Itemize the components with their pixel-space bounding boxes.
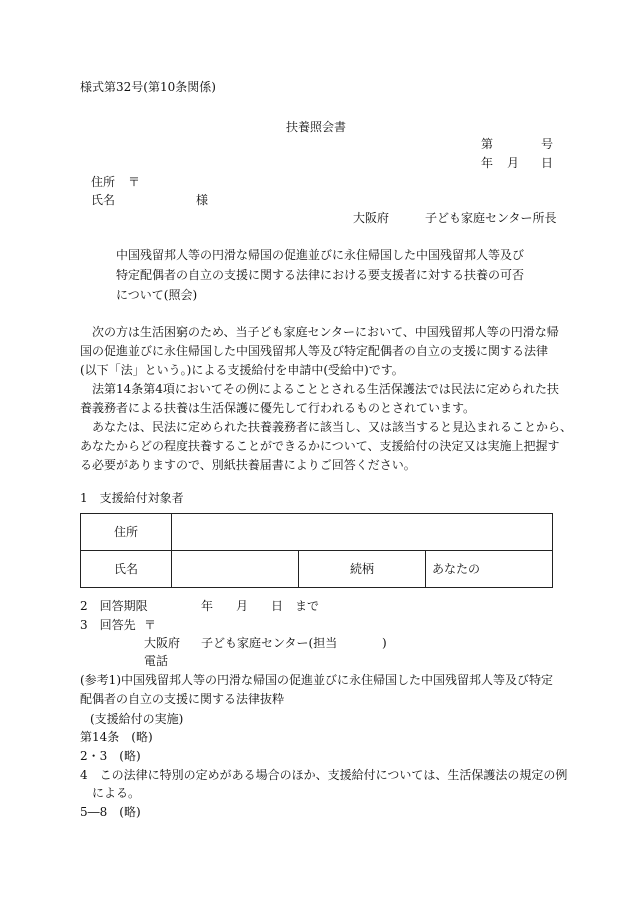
reference-line-2: 配偶者の自立の支援に関する法律抜粋 <box>80 692 285 706</box>
reference-item-1: 第14条 (略) <box>80 730 153 744</box>
section1-heading: 1 支援給付対象者 <box>80 491 184 505</box>
recipient-address-label: 住所 <box>91 175 116 189</box>
date-year: 年 <box>481 156 494 170</box>
reference-item-3: 4 この法律に特別の定めがある場合のほか、支援給付については、生活保護法の規定の例 <box>80 768 568 782</box>
reference-item-4: による。 <box>80 786 141 800</box>
section3-office: 子ども家庭センター(担当 <box>201 636 338 650</box>
reference-item-2: 2・3 (略) <box>80 749 141 763</box>
section3-close-paren: ) <box>382 636 387 650</box>
number-suffix: 号 <box>541 137 554 151</box>
address-label-cell: 住所 <box>81 514 172 551</box>
body-line-1: 次の方は生活困窮のため、当子ども家庭センターにおいて、中国残留邦人等の円滑な帰 <box>80 325 559 339</box>
sender-office: 子ども家庭センター所長 <box>425 211 557 225</box>
reference-caption: (支援給付の実施) <box>90 712 184 726</box>
date-month: 月 <box>507 156 520 170</box>
body-line-4: 法第14条第4項においてその例によることとされる生活保護法では民法に定められた扶 <box>80 382 559 396</box>
body-line-8: る必要がありますので、別紙扶養届書によりご回答ください。 <box>80 458 416 472</box>
section2-label: 2 回答期限 <box>80 599 148 613</box>
section3-postal-mark: 〒 <box>144 618 157 632</box>
sender-prefecture: 大阪府 <box>353 211 390 225</box>
recipient-honorific: 様 <box>196 193 209 207</box>
number-prefix: 第 <box>481 137 494 151</box>
date-day: 日 <box>541 156 554 170</box>
section2-day: 日 <box>271 599 284 613</box>
section3-label: 3 回答先 <box>80 618 136 632</box>
reference-line-1: (参考1)中国残留邦人等の円滑な帰国の促進並びに永住帰国した中国残留邦人等及び特定 <box>80 673 554 687</box>
name-label-cell: 氏名 <box>81 551 172 588</box>
address-value-cell <box>172 514 553 551</box>
table-row <box>81 514 553 551</box>
subject-line-3: について(照会) <box>116 288 198 302</box>
body-line-7: あなたからどの程度扶養することができるかについて、支援給付の決定又は実施上把握す <box>80 439 560 453</box>
body-line-2: 国の促進並びに永住帰国した中国残留邦人等及び特定配偶者の自立の支援に関する法律 <box>80 344 549 358</box>
recipient-name-label: 氏名 <box>91 193 116 207</box>
section2-until: まで <box>295 599 320 613</box>
document-title: 扶養照会書 <box>286 120 347 134</box>
body-line-5: 養義務者による扶養は生活保護に優先して行われるものとされています。 <box>80 401 476 415</box>
subject-line-1: 中国残留邦人等の円滑な帰国の促進並びに永住帰国した中国残留邦人等及び <box>116 248 525 262</box>
name-value-cell <box>172 551 299 588</box>
form-id: 様式第32号(第10条関係) <box>80 80 216 94</box>
reference-item-5: 5―8 (略) <box>80 805 141 819</box>
table-row <box>81 551 553 588</box>
section3-prefecture: 大阪府 <box>144 636 181 650</box>
body-line-3: (以下「法」という。)による支援給付を申請中(受給中)です。 <box>80 363 404 377</box>
recipient-postal-mark: 〒 <box>128 175 141 189</box>
subject-line-2: 特定配偶者の自立の支援に関する法律における要支援者に対する扶養の可否 <box>116 268 525 282</box>
relation-label-cell: 続柄 <box>299 551 426 588</box>
relation-value-cell: あなたの <box>426 551 553 588</box>
body-line-6: あなたは、民法に定められた扶養義務者に該当し、又は該当すると見込まれることから、 <box>80 420 573 434</box>
section2-month: 月 <box>236 599 249 613</box>
applicant-table <box>80 513 553 588</box>
section3-phone-label: 電話 <box>144 654 169 668</box>
section2-year: 年 <box>201 599 214 613</box>
